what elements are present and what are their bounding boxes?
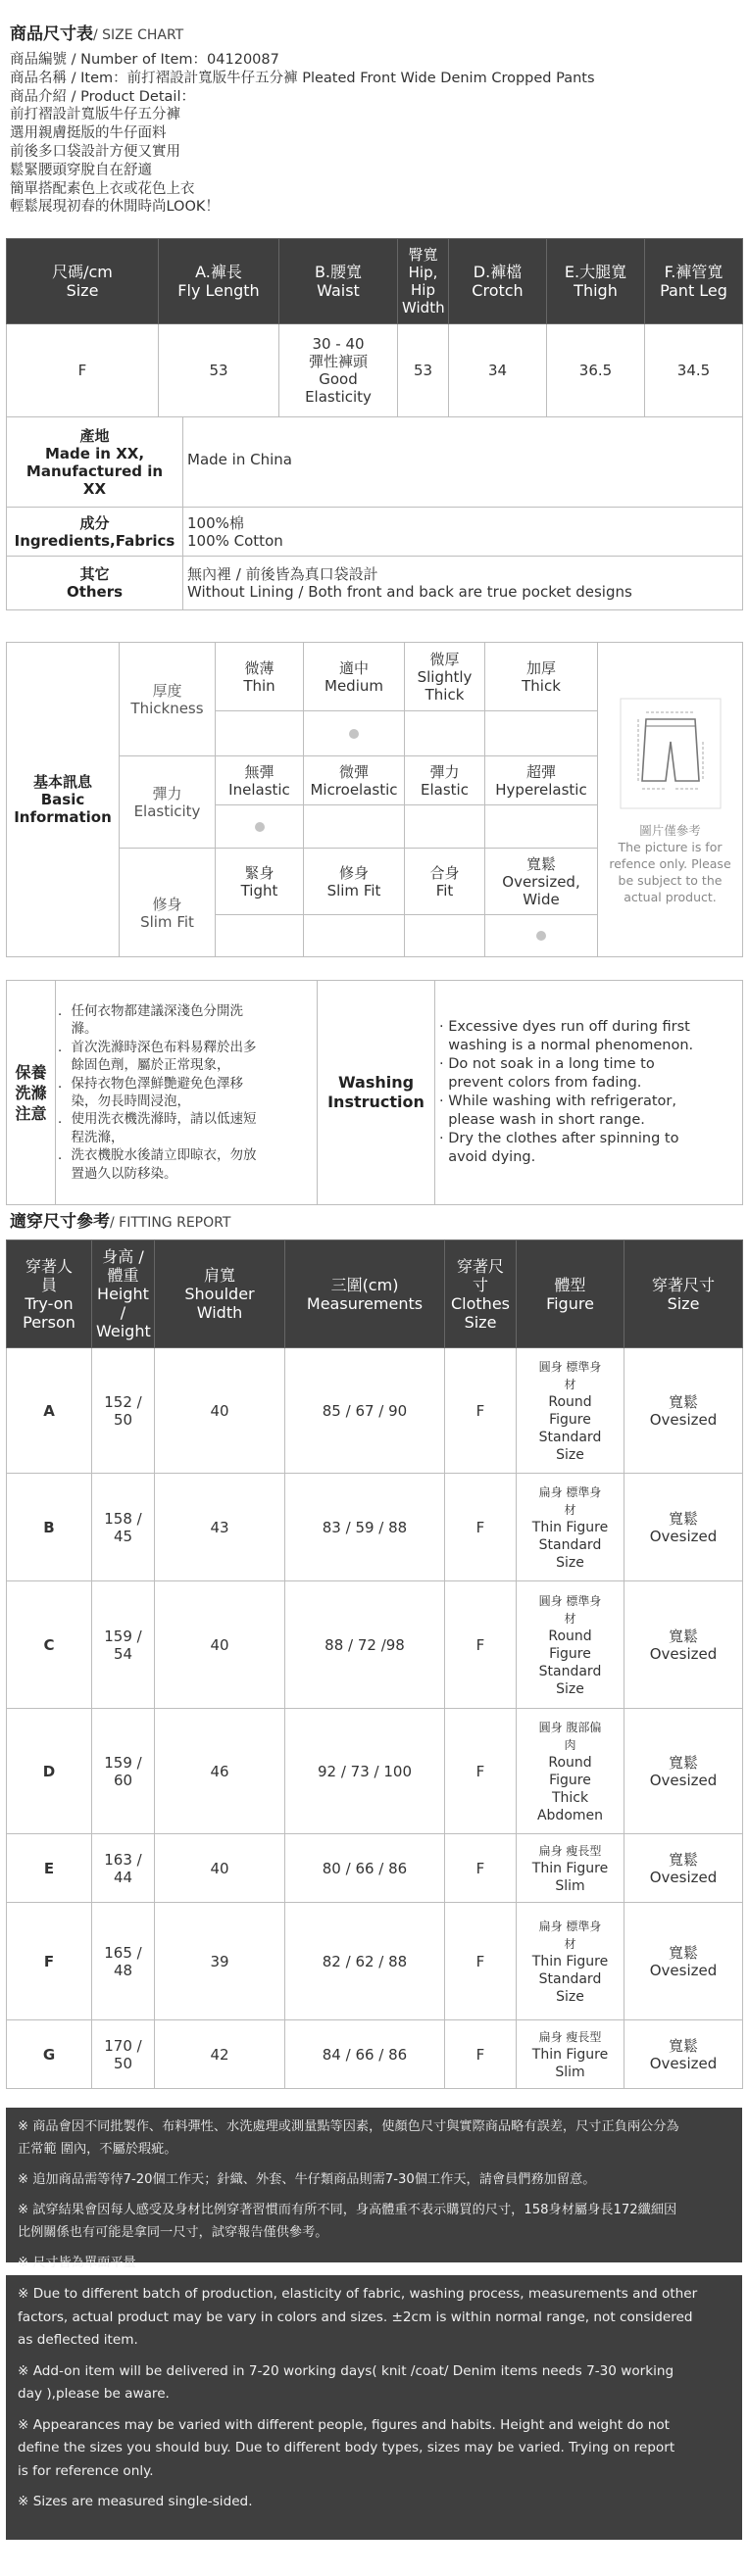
fit-value: 寬鬆 Ovesized xyxy=(624,1834,743,1903)
washing-instruction-label: Washing Instruction xyxy=(318,981,435,1205)
fit-value: 寬鬆 Ovesized xyxy=(624,1581,743,1709)
selected-dot-icon xyxy=(349,729,359,739)
elasticity-cell-inelastic xyxy=(216,805,304,849)
size-chart-title: 商品尺寸表/ SIZE CHART xyxy=(10,24,184,44)
selected-dot-icon xyxy=(255,822,265,832)
fitting-row xyxy=(7,1581,743,1709)
fit-value: 寬鬆 Ovesized xyxy=(624,1903,743,2020)
fitting-rows xyxy=(7,1348,743,2089)
shoulder-value: 39 xyxy=(155,1903,285,2020)
measurements-value: 88 / 72 /98 xyxy=(285,1581,445,1709)
size-row xyxy=(7,324,743,417)
note-line: 比例關係也有可能是拿同一尺寸，試穿報告僅供參考。 xyxy=(18,2225,328,2240)
detail-line: 前後多口袋設計方便又實用 xyxy=(10,143,180,160)
product-intro xyxy=(10,51,595,217)
fit-value: 寬鬆 Ovesized xyxy=(624,2020,743,2089)
detail-line: 輕鬆展現初春的休閒時尚LOOK！ xyxy=(10,199,220,216)
elasticity-label: 彈力 Elasticity xyxy=(120,756,216,849)
washing-label: 保養 洗滌 注意 xyxy=(7,981,56,1205)
washing-table xyxy=(6,980,743,1205)
note-item xyxy=(18,2252,730,2274)
origin-label: 產地 Made in XX, Manufactured in XX xyxy=(7,417,183,508)
height-weight-value: 158 / 45 xyxy=(92,1474,155,1581)
height-weight-value: 163 / 44 xyxy=(92,1834,155,1903)
fitting-header xyxy=(7,1240,743,1348)
measurements-value: 84 / 66 / 86 xyxy=(285,2020,445,2089)
header-size: 尺碼/cm Size xyxy=(7,239,159,324)
waist-value: 30 - 40 彈性褲頭 Good Elasticity xyxy=(279,324,398,417)
washing-en-list: · Excessive dyes run off during first washing is a normal phenomenon. · Do not soak in a long time to prevent colors from fading. · While washing with refrigerator, please wash in short range. · Dry the clothes after spinning to avoid dying. xyxy=(435,981,743,1205)
shoulder-value: 40 xyxy=(155,1348,285,1474)
shoulder-value: 43 xyxy=(155,1474,285,1581)
shoulder-value: 40 xyxy=(155,1581,285,1709)
figure-value: 扁身 標準身 材 Thin Figure Standard Size xyxy=(517,1474,624,1581)
fit-cell-tight xyxy=(216,915,304,957)
note-line: as deflected item. xyxy=(18,2332,138,2348)
header-pant-leg: F.褲管寬 Pant Leg xyxy=(645,239,743,324)
fit-option-tight: 緊身 Tight xyxy=(216,849,304,915)
header-measurements: 三圍(cm) Measurements xyxy=(285,1240,445,1348)
measurements-value: 80 / 66 / 86 xyxy=(285,1834,445,1903)
fabric-label: 成分 Ingredients,Fabrics xyxy=(7,508,183,557)
header-waist: B.腰寬 Waist xyxy=(279,239,398,324)
picture-note: 圖片僅參考 The picture is for refence only. Please be subject to the actual product. xyxy=(609,822,731,904)
size-value: F xyxy=(7,324,159,417)
note-line: ※ Appearances may be varied with different people, figures and habits. Height and weight do not xyxy=(18,2416,670,2433)
note-line: ※ 商品會因不同批製作、布料彈性、水洗處理或測量點等因素，使顏色尺寸與實際商品略有誤差，尺寸正負兩公分為 xyxy=(18,2119,679,2134)
person-value: F xyxy=(7,1903,92,2020)
thickness-option-thin: 微薄 Thin xyxy=(216,643,304,711)
header-thigh: E.大腿寬 Thigh xyxy=(547,239,645,324)
size-table xyxy=(6,238,743,417)
thickness-label: 厚度 Thickness xyxy=(120,643,216,756)
item-name: 商品名稱 / Item：前打褶設計寬版牛仔五分褲 Pleated Front Wide Denim Cropped Pants xyxy=(10,70,595,86)
figure-value: 圓身 腹部偏 肉 Round Figure Thick Abdomen xyxy=(517,1709,624,1834)
header-figure: 體型 Figure xyxy=(517,1240,624,1348)
origin-row xyxy=(7,417,743,508)
fit-cell-slim xyxy=(304,915,405,957)
fit-value: 寬鬆 Ovesized xyxy=(624,1474,743,1581)
detail-line: 簡單搭配素色上衣或花色上衣 xyxy=(10,180,195,197)
height-weight-value: 159 / 60 xyxy=(92,1709,155,1834)
fabric-value: 100%棉 100% Cotton xyxy=(183,508,743,557)
product-picture-cell xyxy=(598,643,743,957)
elasticity-cell-microelastic xyxy=(304,805,405,849)
note-line: ※ 追加商品需等待7-20個工作天；針織、外套、牛仔類商品則需7-30個工作天，請會員們務加留意。 xyxy=(18,2172,596,2187)
height-weight-value: 165 / 48 xyxy=(92,1903,155,2020)
fitting-row xyxy=(7,1903,743,2020)
thickness-option-medium: 適中 Medium xyxy=(304,643,405,711)
elasticity-cell-elastic xyxy=(405,805,485,849)
note-line: ※ 尺寸皆為單面平量 xyxy=(18,2256,136,2270)
fitting-row xyxy=(7,1348,743,1474)
thickness-option-slightly-thick: 微厚 Slightly Thick xyxy=(405,643,485,711)
clothes-size-value: F xyxy=(445,1348,517,1474)
pant-leg-value: 34.5 xyxy=(645,324,743,417)
person-value: B xyxy=(7,1474,92,1581)
figure-value: 圓身 標準身 材 Round Figure Standard Size xyxy=(517,1581,624,1709)
thickness-cell-medium xyxy=(304,711,405,756)
height-weight-value: 170 / 50 xyxy=(92,2020,155,2089)
clothes-size-value: F xyxy=(445,1474,517,1581)
person-value: G xyxy=(7,2020,92,2089)
fit-option-fit: 合身 Fit xyxy=(405,849,485,915)
detail-line: 鬆緊腰頭穿脫自在舒適 xyxy=(10,162,152,178)
measurements-value: 83 / 59 / 88 xyxy=(285,1474,445,1581)
note-item xyxy=(18,2199,730,2244)
note-item xyxy=(18,2168,730,2191)
header-fly-length: A.褲長 Fly Length xyxy=(159,239,279,324)
thickness-option-thick: 加厚 Thick xyxy=(485,643,598,711)
fit-option-oversized: 寬鬆 Oversized, Wide xyxy=(485,849,598,915)
fit-value: 寬鬆 Ovesized xyxy=(624,1348,743,1474)
elasticity-option-microelastic: 微彈 Microelastic xyxy=(304,756,405,805)
fitting-report-title: 適穿尺寸參考/ FITTING REPORT xyxy=(10,1212,231,1232)
fitting-row xyxy=(7,1834,743,1903)
note-item xyxy=(18,2491,730,2514)
note-line: ※ Due to different batch of production, elasticity of fabric, washing process, measurements and other xyxy=(18,2286,698,2302)
header-crotch: D.褲檔 Crotch xyxy=(449,239,547,324)
note-item xyxy=(18,2414,730,2484)
shorts-diagram-icon xyxy=(617,695,724,812)
note-line: is for reference only. xyxy=(18,2462,154,2479)
item-number: 商品編號 / Number of Item：04120087 xyxy=(10,52,279,68)
fit-value: 寬鬆 Ovesized xyxy=(624,1709,743,1834)
note-item xyxy=(18,2115,730,2161)
detail-line: 前打褶設計寬版牛仔五分褲 xyxy=(10,107,180,123)
person-value: E xyxy=(7,1834,92,1903)
notes-zh xyxy=(6,2108,742,2270)
person-value: A xyxy=(7,1348,92,1474)
clothes-size-value: F xyxy=(445,2020,517,2089)
header-height-weight: 身高 / 體重 Height / Weight xyxy=(92,1240,155,1348)
note-line: ※ Sizes are measured single-sided. xyxy=(18,2494,253,2509)
header-person: 穿著人 員 Try-on Person xyxy=(7,1240,92,1348)
fly-length-value: 53 xyxy=(159,324,279,417)
size-table-header xyxy=(7,239,743,324)
figure-value: 圓身 標準身 材 Round Figure Standard Size xyxy=(517,1348,624,1474)
clothes-size-value: F xyxy=(445,1834,517,1903)
elasticity-option-elastic: 彈力 Elastic xyxy=(405,756,485,805)
fit-cell-fit xyxy=(405,915,485,957)
origin-value: Made in China xyxy=(183,417,743,508)
fitting-row xyxy=(7,1474,743,1581)
note-line: define the sizes you should buy. Due to different body types, sizes may be varied. Trying on report xyxy=(18,2440,675,2455)
note-line: 正常範 圍內，不屬於瑕疵。 xyxy=(18,2142,177,2157)
info-table xyxy=(6,416,743,610)
measurements-value: 82 / 62 / 88 xyxy=(285,1903,445,2020)
height-weight-value: 159 / 54 xyxy=(92,1581,155,1709)
elasticity-option-hyperelastic: 超彈 Hyperelastic xyxy=(485,756,598,805)
basic-info-label: 基本訊息 Basic Information xyxy=(7,643,120,957)
clothes-size-value: F xyxy=(445,1903,517,2020)
hip-value: 53 xyxy=(398,324,449,417)
fit-cell-oversized xyxy=(485,915,598,957)
shoulder-value: 46 xyxy=(155,1709,285,1834)
header-clothes-size: 穿著尺 寸 Clothes Size xyxy=(445,1240,517,1348)
note-item xyxy=(18,2360,730,2406)
header-hip: 臀寬 Hip, Hip Width xyxy=(398,239,449,324)
shoulder-value: 42 xyxy=(155,2020,285,2089)
elasticity-cell-hyperelastic xyxy=(485,805,598,849)
header-shoulder: 肩寬 Shoulder Width xyxy=(155,1240,285,1348)
washing-zh-list: ．任何衣物都建議深淺色分開洗 滌。 ．首次洗滌時深色布料易釋於出多 餘固色劑，屬於正常現象， ．保持衣物色澤鮮艷避免色澤移 染，勿長時間浸泡， ．使用洗衣機洗滌時，請以低速短 程洗滌， ．洗衣機脫水後請立即晾衣，勿放 置過久以防移染。 xyxy=(56,981,318,1205)
product-detail-label: 商品介紹 / Product Detail： xyxy=(10,88,195,105)
thigh-value: 36.5 xyxy=(547,324,645,417)
fitting-table xyxy=(6,1239,743,2089)
figure-value: 扁身 標準身 材 Thin Figure Standard Size xyxy=(517,1903,624,2020)
note-line: day ),please be aware. xyxy=(18,2386,170,2402)
measurements-value: 92 / 73 / 100 xyxy=(285,1709,445,1834)
person-value: D xyxy=(7,1709,92,1834)
detail-line: 選用親膚挺版的牛仔面料 xyxy=(10,125,167,142)
clothes-size-value: F xyxy=(445,1709,517,1834)
crotch-value: 34 xyxy=(449,324,547,417)
fit-option-slim: 修身 Slim Fit xyxy=(304,849,405,915)
thickness-cell-thin xyxy=(216,711,304,756)
others-label: 其它 Others xyxy=(7,557,183,610)
figure-value: 扁身 瘦長型 Thin Figure Slim xyxy=(517,1834,624,1903)
note-item xyxy=(18,2283,730,2353)
elasticity-option-inelastic: 無彈 Inelastic xyxy=(216,756,304,805)
fabric-row xyxy=(7,508,743,557)
fitting-row xyxy=(7,1709,743,1834)
person-value: C xyxy=(7,1581,92,1709)
note-line: factors, actual product may be vary in colors and sizes. ±2cm is within normal range, not considered xyxy=(18,2309,693,2325)
fit-label: 修身 Slim Fit xyxy=(120,849,216,957)
others-row xyxy=(7,557,743,610)
height-weight-value: 152 / 50 xyxy=(92,1348,155,1474)
header-fit: 穿著尺寸 Size xyxy=(624,1240,743,1348)
basic-info-table xyxy=(6,642,743,957)
thickness-cell-slightly-thick xyxy=(405,711,485,756)
others-value: 無內裡 / 前後皆為真口袋設計 Without Lining / Both front and back are true pocket designs xyxy=(183,557,743,610)
measurements-value: 85 / 67 / 90 xyxy=(285,1348,445,1474)
note-line: ※ 試穿結果會因每人感受及身材比例穿著習慣而有所不同，身高體重不表示購買的尺寸，158身材屬身長172纖細因 xyxy=(18,2203,677,2217)
figure-value: 扁身 瘦長型 Thin Figure Slim xyxy=(517,2020,624,2089)
clothes-size-value: F xyxy=(445,1581,517,1709)
note-line: ※ Add-on item will be delivered in 7-20 working days( knit /coat/ Denim items needs 7-30 working xyxy=(18,2362,674,2379)
selected-dot-icon xyxy=(536,931,546,941)
thickness-cell-thick xyxy=(485,711,598,756)
notes-en xyxy=(6,2275,742,2540)
shoulder-value: 40 xyxy=(155,1834,285,1903)
fitting-row xyxy=(7,2020,743,2089)
